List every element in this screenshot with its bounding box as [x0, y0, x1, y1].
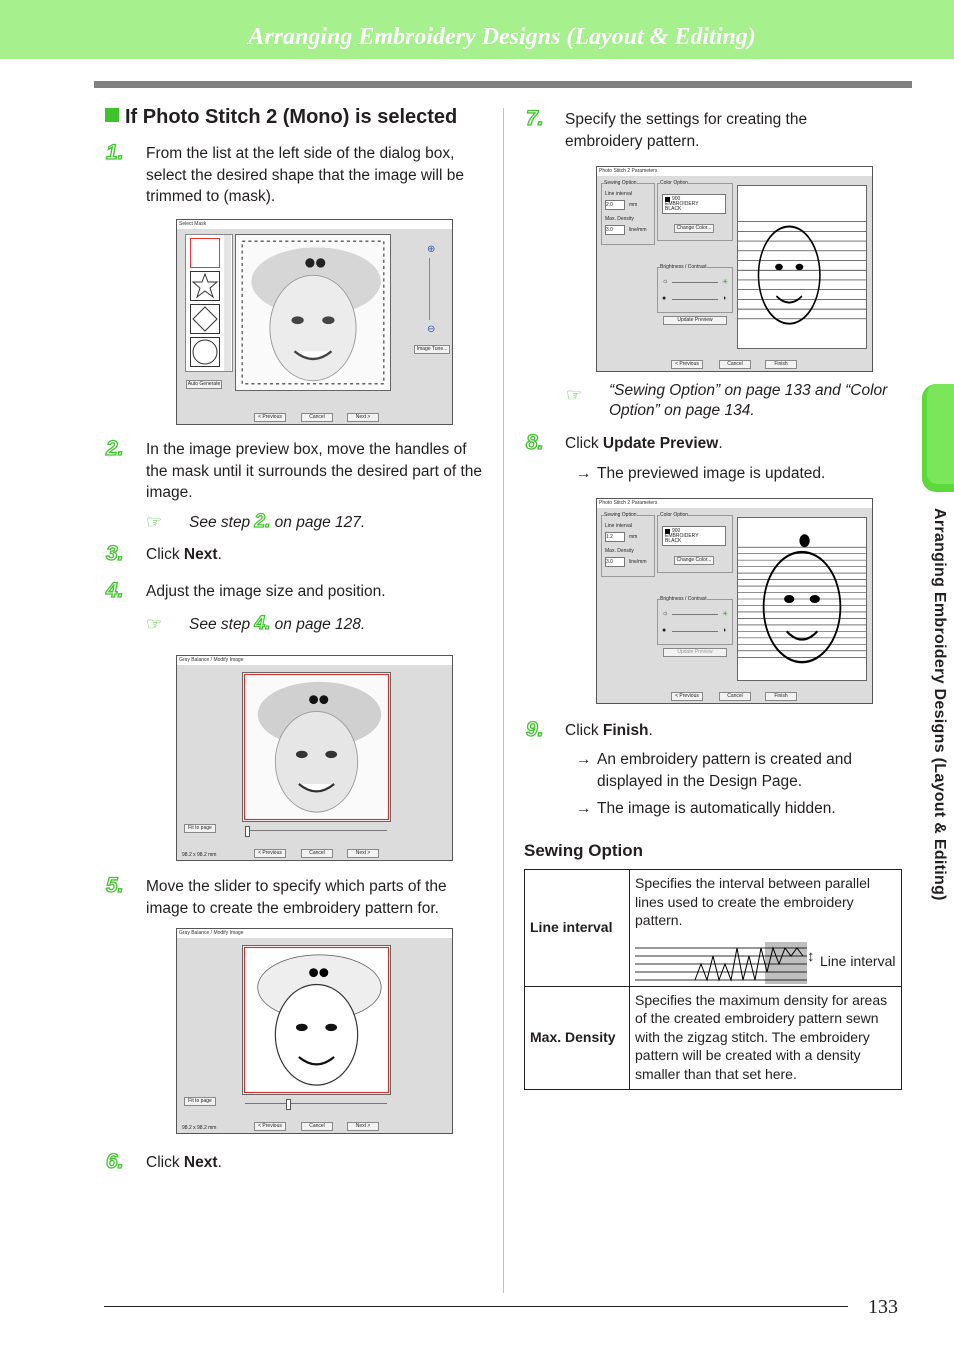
- group-label: Brightness / Contrast: [660, 264, 707, 270]
- color-code: 900: [672, 528, 681, 534]
- next-label: Next: [183, 1154, 218, 1171]
- sun-icon: ☼: [662, 610, 669, 617]
- dialog-title: Gray Balance / Modify Image: [177, 656, 452, 665]
- change-color-button: Change Color...: [674, 556, 714, 565]
- color-code: 900: [672, 196, 681, 202]
- sun-icon: ☼: [662, 278, 669, 285]
- next-button: Next >: [347, 1122, 379, 1131]
- cross-reference: “Sewing Option” on page 133 and “Color Option” on page 134.: [609, 382, 888, 419]
- line-interval-figure: [635, 930, 897, 980]
- step-text-post: .: [718, 435, 723, 452]
- line-interval-input: 1.2: [605, 532, 625, 542]
- contrast-high-icon: ◑: [722, 295, 727, 302]
- unit-label: mm: [629, 534, 638, 540]
- header-rule: [94, 81, 912, 88]
- ref-step-number: 4.: [254, 613, 271, 634]
- step-number: 6.: [106, 1150, 124, 1173]
- line-interval-input: 2.0: [605, 200, 625, 210]
- mask-star-option: [190, 271, 220, 301]
- section-heading: [105, 106, 457, 129]
- step-number: 9.: [526, 718, 544, 741]
- next-label: Next: [183, 546, 218, 563]
- change-color-button: Change Color...: [674, 224, 714, 233]
- fit-to-page-button: Fit to page: [184, 1097, 216, 1106]
- fit-to-page-button: Fit to page: [184, 824, 216, 833]
- finish-button: Finish: [765, 360, 797, 369]
- column-divider: [503, 108, 504, 1293]
- gray-slider-track: [245, 830, 387, 831]
- max-density-input: 3.0: [605, 225, 625, 235]
- embroidery-preview: [737, 517, 867, 681]
- group-label: Sewing Option: [604, 512, 637, 518]
- sewing-option-group: [601, 512, 655, 577]
- auto-generate-button: Auto Generate: [187, 381, 221, 387]
- section-title: If Photo Stitch 2 (Mono) is selected: [125, 106, 458, 128]
- thread-color-box: [662, 194, 726, 214]
- step-text-post: .: [217, 546, 222, 563]
- image-tune-button: Image Tune...: [414, 345, 450, 354]
- line-interval-label: Line interval: [605, 523, 632, 529]
- ref-suffix: on page 128.: [270, 616, 366, 633]
- side-tab-highlight: [927, 384, 954, 484]
- table-cell-description: [630, 870, 902, 987]
- zoom-slider: [429, 258, 430, 320]
- zoom-out-icon: ⊖: [427, 324, 436, 335]
- side-tab-label: Arranging Embroidery Designs (Layout & Editing): [931, 508, 948, 901]
- embroidery-preview: [737, 185, 867, 349]
- group-label: Color Option: [660, 512, 689, 518]
- step-text: Specify the settings for creating the embroidery pattern.: [565, 111, 808, 150]
- cross-reference: [189, 511, 365, 533]
- update-preview-button: Update Preview: [663, 648, 727, 657]
- brightness-contrast-group: [657, 596, 733, 645]
- bright-sun-icon: ☀: [722, 279, 729, 286]
- color-name: EMBROIDERY BLACK: [665, 201, 699, 212]
- photo-stitch-parameters-screenshot: [596, 166, 873, 372]
- table-row: [525, 870, 902, 987]
- max-density-input: 3.0: [605, 557, 625, 567]
- select-mask-dialog-screenshot: [176, 219, 453, 425]
- finish-label: Finish: [602, 722, 649, 739]
- gray-balance-dialog-screenshot: [176, 928, 453, 1134]
- step-text: Adjust the image size and position.: [146, 583, 386, 600]
- ref-prefix: See step: [189, 616, 255, 633]
- previous-button: < Previous: [254, 1122, 286, 1131]
- step-number: 2.: [106, 437, 124, 460]
- group-label: Sewing Option: [604, 180, 637, 186]
- brightness-slider: [672, 614, 718, 615]
- mask-list-scrollbar: [224, 235, 231, 371]
- photo-preview: [235, 234, 391, 391]
- ref-step-number: 2.: [254, 511, 271, 532]
- vertical-arrow-icon: ↕: [807, 947, 815, 965]
- next-button: Next >: [347, 413, 379, 422]
- result-text: The image is automatically hidden.: [597, 800, 836, 817]
- update-preview-label: Update Preview: [602, 435, 719, 452]
- step-text: Move the slider to specify which parts of the image to create the embroidery pattern for.: [146, 878, 447, 917]
- image-size-readout: 98.2 x 98.2 mm: [182, 852, 217, 858]
- gray-slider-thumb: [286, 1099, 291, 1110]
- pointing-hand-icon: ☞: [566, 385, 583, 405]
- bright-sun-icon: ☀: [722, 611, 729, 618]
- footer-rule: [104, 1306, 848, 1307]
- cancel-button: Cancel: [301, 1122, 333, 1131]
- previous-button: < Previous: [254, 849, 286, 858]
- cancel-button: Cancel: [301, 849, 333, 858]
- page-header-title: Arranging Embroidery Designs (Layout & Editing): [248, 24, 756, 50]
- contrast-slider: [672, 299, 718, 300]
- step-text-pre: Click: [565, 722, 603, 739]
- step-text: [146, 544, 222, 566]
- line-interval-description: Specifies the interval between parallel lines used to create the embroidery pattern.: [635, 875, 871, 928]
- color-option-group: [657, 512, 733, 573]
- unit-label: line/mm: [629, 227, 647, 233]
- step-text-pre: Click: [565, 435, 603, 452]
- zoom-in-icon: ⊕: [427, 244, 436, 255]
- step-number: 7.: [526, 107, 544, 130]
- result-arrow-icon: →: [576, 465, 592, 482]
- pointing-hand-icon: ☞: [146, 512, 163, 532]
- photo-preview: [242, 672, 391, 822]
- result-text: An embroidery pattern is created and displayed in the Design Page.: [597, 751, 853, 790]
- brightness-contrast-group: [657, 264, 733, 313]
- group-label: Brightness / Contrast: [660, 596, 707, 602]
- table-cell-description: Specifies the maximum density for areas of the created embroidery pattern sewn with the zigzag stitch. The embroidery pattern will be created with a density smaller than that set here.: [630, 986, 902, 1090]
- mask-diamond-option: [190, 304, 220, 334]
- dialog-title: Gray Balance / Modify Image: [177, 929, 452, 938]
- stitch-lines-illustration: [635, 942, 807, 984]
- update-preview-button: Update Preview: [663, 316, 727, 325]
- thread-color-box: [662, 526, 726, 546]
- unit-label: line/mm: [629, 559, 647, 565]
- previous-button: < Previous: [671, 692, 703, 701]
- image-size-readout: 98.2 x 98.2 mm: [182, 1125, 217, 1131]
- contrast-slider: [672, 631, 718, 632]
- cancel-button: Cancel: [301, 413, 333, 422]
- dialog-title: Photo Stitch 2 Parameters: [597, 167, 872, 176]
- step-number: 8.: [526, 431, 544, 454]
- step-number: 3.: [106, 542, 124, 565]
- table-row: [525, 986, 902, 1090]
- result-text: The previewed image is updated.: [597, 465, 826, 482]
- mask-circle-option: [190, 337, 220, 367]
- page-number: 133: [868, 1296, 898, 1318]
- step-number: 1.: [106, 141, 124, 164]
- step-text-pre: Click: [146, 546, 184, 563]
- ref-suffix: on page 127.: [270, 514, 366, 531]
- unit-label: mm: [629, 202, 638, 208]
- step-number: 5.: [106, 874, 124, 897]
- line-interval-label: Line interval: [605, 191, 632, 197]
- result-arrow-icon: →: [576, 800, 592, 817]
- gray-slider-thumb: [245, 826, 250, 837]
- previous-button: < Previous: [254, 413, 286, 422]
- photo-stitch-parameters-screenshot: [596, 498, 873, 704]
- step-text-post: .: [217, 1154, 222, 1171]
- table-cell-label: Max. Density: [525, 986, 630, 1090]
- sewing-option-table: [524, 869, 902, 1090]
- group-label: Color Option: [660, 180, 689, 186]
- line-interval-figure-label: Line interval: [820, 952, 896, 969]
- mask-shape-list: [185, 234, 233, 372]
- max-density-label: Max. Density: [605, 216, 634, 222]
- step-text-post: .: [648, 722, 653, 739]
- next-button: Next >: [347, 849, 379, 858]
- table-cell-label: Line interval: [525, 870, 630, 987]
- color-option-group: [657, 180, 733, 241]
- dialog-title: Photo Stitch 2 Parameters: [597, 499, 872, 508]
- cancel-button: Cancel: [719, 360, 751, 369]
- cross-reference: [189, 613, 365, 635]
- previous-button: < Previous: [671, 360, 703, 369]
- photo-preview: [242, 945, 391, 1095]
- step-text: [565, 433, 723, 455]
- sewing-option-heading: Sewing Option: [524, 841, 643, 860]
- gray-balance-dialog-screenshot: [176, 655, 453, 861]
- color-name: EMBROIDERY BLACK: [665, 533, 699, 544]
- sewing-option-group: [601, 180, 655, 245]
- dialog-title: Select Mask: [177, 220, 452, 229]
- max-density-label: Max. Density: [605, 548, 634, 554]
- step-number: 4.: [106, 579, 124, 602]
- contrast-low-icon: ●: [662, 627, 667, 634]
- gray-slider-track: [245, 1103, 387, 1104]
- cancel-button: Cancel: [719, 692, 751, 701]
- square-bullet-icon: [105, 108, 119, 122]
- step-text-pre: Click: [146, 1154, 184, 1171]
- finish-button: Finish: [765, 692, 797, 701]
- contrast-low-icon: ●: [662, 295, 667, 302]
- step-text: From the list at the left side of the dialog box, select the desired shape that the image will be trimmed to (mask).: [146, 145, 464, 205]
- step-text: [565, 720, 653, 742]
- mask-square-option: [190, 238, 220, 268]
- brightness-slider: [672, 282, 718, 283]
- contrast-high-icon: ◑: [722, 627, 727, 634]
- result-arrow-icon: →: [576, 751, 592, 768]
- step-text: In the image preview box, move the handles of the mask until it surrounds the desired part of the image.: [146, 441, 483, 501]
- step-text: [146, 1152, 222, 1174]
- pointing-hand-icon: ☞: [146, 614, 163, 634]
- ref-prefix: See step: [189, 514, 255, 531]
